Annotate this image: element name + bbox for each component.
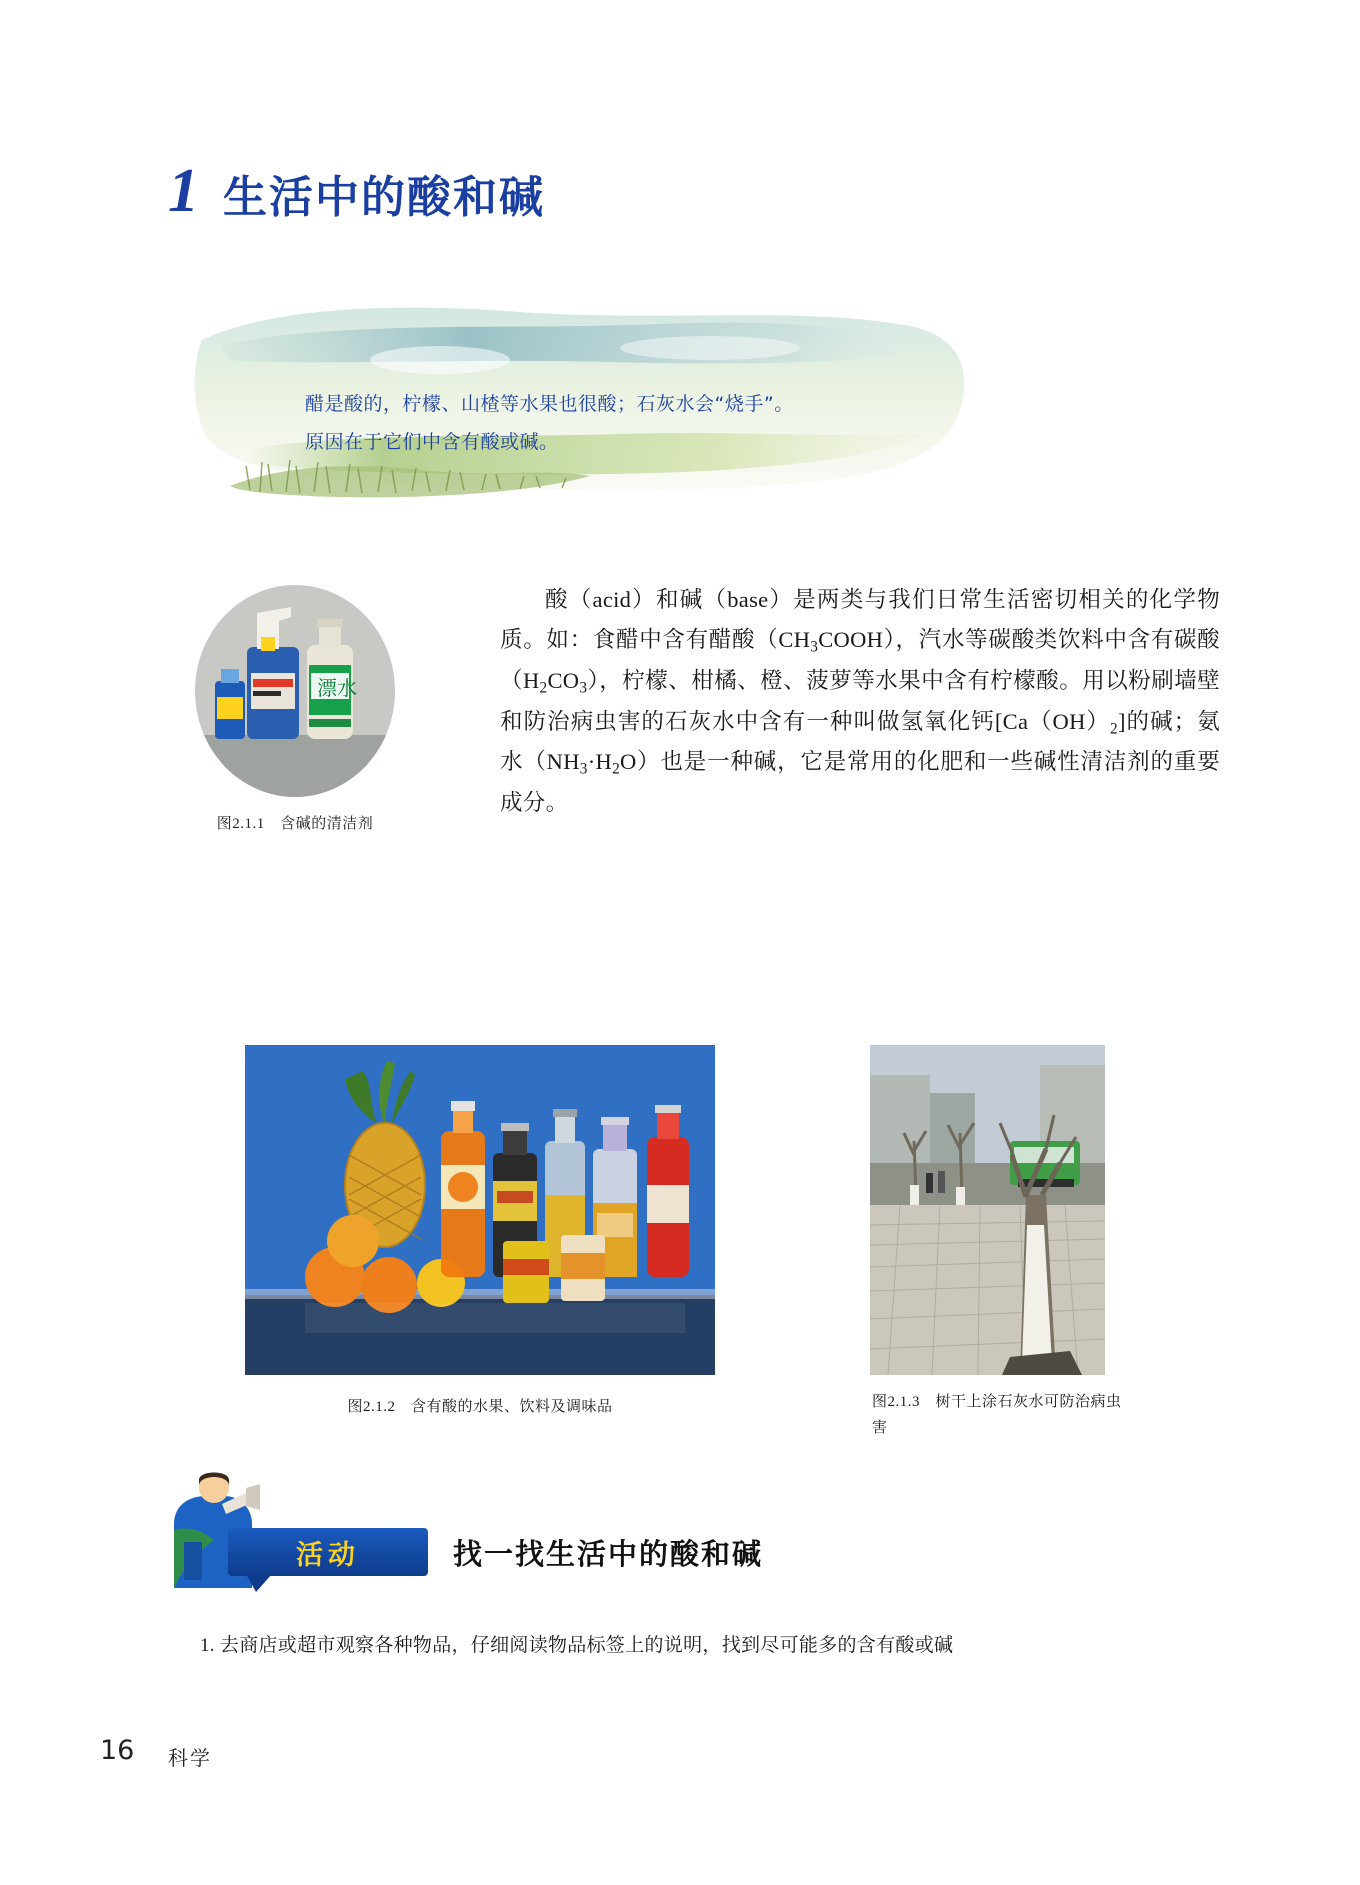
- body-paragraph-text: 酸（acid）和碱（base）是两类与我们日常生活密切相关的化学物质。如：食醋中含有醋酸$(CH_3COOH)$，汽水等碳酸类饮料中含有碳酸$(H_2CO_3)$，柠檬、柑橘、橙、菠萝等水果中含有柠檬酸。用以粉刷墙壁和防治病虫害的石灰水中含有一种叫做氢氧化钙$[Ca(OH)_2]$的碱；氨水$(NH_3\cdot H_2O)$也是一种碱，它是常用的化肥和一些碱性清洁剂的重要成分。: [500, 587, 1221, 816]
- activity-section: [168, 1470, 1068, 1580]
- intro-banner: [190, 300, 980, 530]
- page-number: 16: [100, 1735, 135, 1766]
- activity-item-1: 1. 去商店或超市观察各种物品，仔细阅读物品标签上的说明，找到尽可能多的含有酸或碱: [200, 1635, 954, 1656]
- figure-2-1-2-caption: 图2.1.2 含有酸的水果、饮料及调味品: [347, 1399, 613, 1415]
- cleaning-products-photo: [195, 585, 395, 797]
- banner-line-2: 原因在于它们中含有酸或碱。: [305, 431, 559, 453]
- figure-2-1-1-caption: 图2.1.1 含碱的清洁剂: [216, 816, 374, 832]
- chapter-title: 生活中的酸和碱: [223, 172, 545, 223]
- activity-badge: [228, 1528, 428, 1576]
- figure-fruits-drinks-image: [245, 1045, 715, 1375]
- page-title: [168, 157, 545, 225]
- figure-painted-tree-image: [870, 1045, 1105, 1375]
- fruits-and-drinks-photo: [245, 1045, 715, 1375]
- figure-2-1-3-caption: 图2.1.3 树干上涂石灰水可防治病虫害: [872, 1394, 1122, 1436]
- activity-title: 找一找生活中的酸和碱: [453, 1537, 764, 1571]
- activity-badge-label: 活动: [296, 1539, 360, 1571]
- figure-cleaning-products-image: [195, 585, 395, 797]
- banner-text: [305, 385, 965, 461]
- activity-badge-tail: [246, 1574, 272, 1592]
- body-paragraph: [500, 580, 1220, 823]
- svg-text:漂水: 漂水: [317, 676, 357, 700]
- footer-subject: 科学: [168, 1748, 212, 1770]
- street-trees-photo: [870, 1045, 1105, 1375]
- banner-line-1: 醋是酸的，柠檬、山楂等水果也很酸；石灰水会“烧手”。: [305, 393, 794, 415]
- chapter-number: 1: [168, 157, 197, 225]
